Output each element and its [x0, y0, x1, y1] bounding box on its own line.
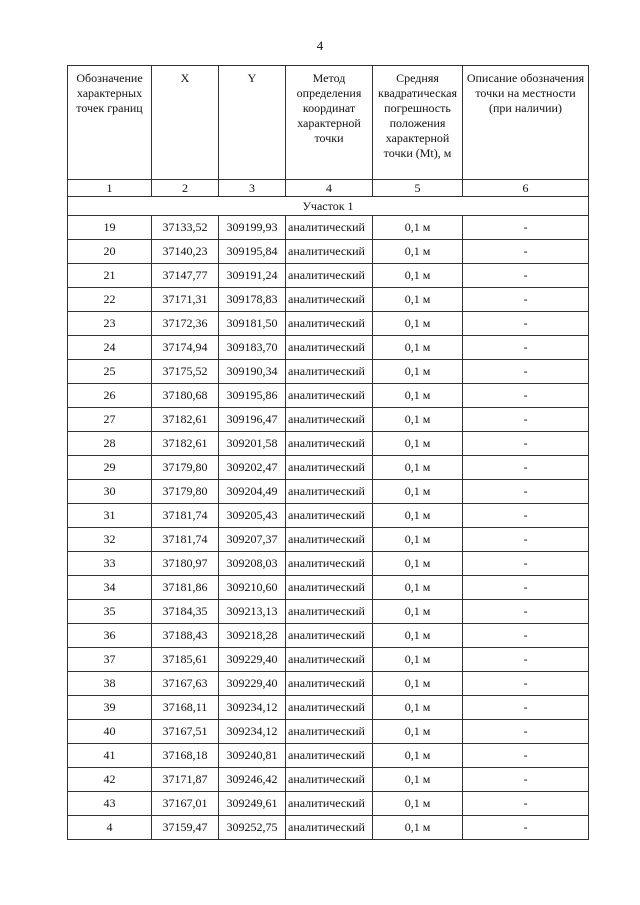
y-cell: 309210,60 — [219, 576, 286, 600]
x-cell: 37171,31 — [152, 288, 219, 312]
x-cell: 37188,43 — [152, 624, 219, 648]
y-cell: 309234,12 — [219, 696, 286, 720]
y-cell: 309191,24 — [219, 264, 286, 288]
description-cell: - — [463, 336, 589, 360]
point-id-cell: 32 — [68, 528, 152, 552]
point-id-cell: 40 — [68, 720, 152, 744]
description-cell: - — [463, 216, 589, 240]
description-cell: - — [463, 768, 589, 792]
description-cell: - — [463, 360, 589, 384]
table-row — [68, 456, 589, 480]
description-cell: - — [463, 288, 589, 312]
y-cell: 309196,47 — [219, 408, 286, 432]
accuracy-cell: 0,1 м — [373, 456, 463, 480]
point-id-cell: 36 — [68, 624, 152, 648]
accuracy-cell: 0,1 м — [373, 384, 463, 408]
x-cell: 37180,97 — [152, 552, 219, 576]
table-row — [68, 720, 589, 744]
table-row — [68, 816, 589, 840]
x-cell: 37175,52 — [152, 360, 219, 384]
method-cell: аналитический — [286, 624, 373, 648]
accuracy-cell: 0,1 м — [373, 288, 463, 312]
column-number: 3 — [219, 180, 286, 197]
y-cell: 309202,47 — [219, 456, 286, 480]
point-id-cell: 28 — [68, 432, 152, 456]
table-row — [68, 600, 589, 624]
x-cell: 37179,80 — [152, 480, 219, 504]
x-cell: 37171,87 — [152, 768, 219, 792]
method-cell: аналитический — [286, 408, 373, 432]
table-row — [68, 528, 589, 552]
header-row — [68, 66, 589, 180]
method-cell: аналитический — [286, 384, 373, 408]
table-row — [68, 480, 589, 504]
description-cell: - — [463, 528, 589, 552]
y-cell: 309234,12 — [219, 720, 286, 744]
method-cell: аналитический — [286, 264, 373, 288]
point-id-cell: 43 — [68, 792, 152, 816]
accuracy-cell: 0,1 м — [373, 576, 463, 600]
point-id-cell: 21 — [68, 264, 152, 288]
x-cell: 37181,74 — [152, 504, 219, 528]
header-method: Метод определения координат характерной точки — [286, 66, 373, 180]
accuracy-cell: 0,1 м — [373, 528, 463, 552]
x-cell: 37168,18 — [152, 744, 219, 768]
table-row — [68, 648, 589, 672]
x-cell: 37140,23 — [152, 240, 219, 264]
method-cell: аналитический — [286, 240, 373, 264]
header-point-designation: Обозначение характерных точек границ — [68, 66, 152, 180]
accuracy-cell: 0,1 м — [373, 312, 463, 336]
point-id-cell: 19 — [68, 216, 152, 240]
method-cell: аналитический — [286, 336, 373, 360]
description-cell: - — [463, 792, 589, 816]
point-id-cell: 27 — [68, 408, 152, 432]
x-cell: 37181,74 — [152, 528, 219, 552]
y-cell: 309204,49 — [219, 480, 286, 504]
table-row — [68, 384, 589, 408]
y-cell: 309240,81 — [219, 744, 286, 768]
point-id-cell: 4 — [68, 816, 152, 840]
y-cell: 309181,50 — [219, 312, 286, 336]
x-cell: 37184,35 — [152, 600, 219, 624]
method-cell: аналитический — [286, 432, 373, 456]
table-row — [68, 552, 589, 576]
table-row — [68, 792, 589, 816]
table-row — [68, 672, 589, 696]
point-id-cell: 23 — [68, 312, 152, 336]
point-id-cell: 24 — [68, 336, 152, 360]
accuracy-cell: 0,1 м — [373, 600, 463, 624]
x-cell: 37133,52 — [152, 216, 219, 240]
column-number: 4 — [286, 180, 373, 197]
accuracy-cell: 0,1 м — [373, 768, 463, 792]
y-cell: 309229,40 — [219, 672, 286, 696]
method-cell: аналитический — [286, 552, 373, 576]
page-number: 4 — [316, 38, 324, 53]
x-cell: 37167,63 — [152, 672, 219, 696]
x-cell: 37147,77 — [152, 264, 219, 288]
table-row — [68, 624, 589, 648]
method-cell: аналитический — [286, 504, 373, 528]
method-cell: аналитический — [286, 360, 373, 384]
description-cell: - — [463, 816, 589, 840]
description-cell: - — [463, 432, 589, 456]
x-cell: 37181,86 — [152, 576, 219, 600]
y-cell: 309213,13 — [219, 600, 286, 624]
table-row — [68, 216, 589, 240]
boundary-points-table — [67, 65, 589, 840]
method-cell: аналитический — [286, 720, 373, 744]
column-number: 6 — [463, 180, 589, 197]
accuracy-cell: 0,1 м — [373, 504, 463, 528]
y-cell: 309208,03 — [219, 552, 286, 576]
accuracy-cell: 0,1 м — [373, 672, 463, 696]
description-cell: - — [463, 480, 589, 504]
x-cell: 37172,36 — [152, 312, 219, 336]
accuracy-cell: 0,1 м — [373, 360, 463, 384]
method-cell: аналитический — [286, 216, 373, 240]
table-row — [68, 360, 589, 384]
point-id-cell: 20 — [68, 240, 152, 264]
description-cell: - — [463, 264, 589, 288]
y-cell: 309205,43 — [219, 504, 286, 528]
table-row — [68, 336, 589, 360]
method-cell: аналитический — [286, 672, 373, 696]
y-cell: 309178,83 — [219, 288, 286, 312]
accuracy-cell: 0,1 м — [373, 240, 463, 264]
description-cell: - — [463, 576, 589, 600]
y-cell: 309183,70 — [219, 336, 286, 360]
description-cell: - — [463, 696, 589, 720]
method-cell: аналитический — [286, 480, 373, 504]
description-cell: - — [463, 720, 589, 744]
description-cell: - — [463, 672, 589, 696]
table-row — [68, 696, 589, 720]
accuracy-cell: 0,1 м — [373, 624, 463, 648]
accuracy-cell: 0,1 м — [373, 432, 463, 456]
accuracy-cell: 0,1 м — [373, 744, 463, 768]
description-cell: - — [463, 312, 589, 336]
method-cell: аналитический — [286, 696, 373, 720]
description-cell: - — [463, 600, 589, 624]
table-row — [68, 312, 589, 336]
table-row — [68, 432, 589, 456]
point-id-cell: 26 — [68, 384, 152, 408]
x-cell: 37167,51 — [152, 720, 219, 744]
description-cell: - — [463, 504, 589, 528]
method-cell: аналитический — [286, 648, 373, 672]
y-cell: 309218,28 — [219, 624, 286, 648]
x-cell: 37182,61 — [152, 408, 219, 432]
description-cell: - — [463, 408, 589, 432]
y-cell: 309252,75 — [219, 816, 286, 840]
table-row — [68, 768, 589, 792]
point-id-cell: 25 — [68, 360, 152, 384]
description-cell: - — [463, 744, 589, 768]
method-cell: аналитический — [286, 792, 373, 816]
accuracy-cell: 0,1 м — [373, 408, 463, 432]
table-row — [68, 264, 589, 288]
point-id-cell: 33 — [68, 552, 152, 576]
method-cell: аналитический — [286, 576, 373, 600]
point-id-cell: 35 — [68, 600, 152, 624]
x-cell: 37179,80 — [152, 456, 219, 480]
point-id-cell: 29 — [68, 456, 152, 480]
table-row — [68, 408, 589, 432]
column-number-row — [68, 180, 589, 197]
section-title: Участок 1 — [68, 197, 589, 216]
description-cell: - — [463, 384, 589, 408]
accuracy-cell: 0,1 м — [373, 816, 463, 840]
point-id-cell: 38 — [68, 672, 152, 696]
method-cell: аналитический — [286, 456, 373, 480]
column-number: 1 — [68, 180, 152, 197]
method-cell: аналитический — [286, 768, 373, 792]
x-cell: 37168,11 — [152, 696, 219, 720]
accuracy-cell: 0,1 м — [373, 720, 463, 744]
table-row — [68, 288, 589, 312]
x-cell: 37174,94 — [152, 336, 219, 360]
description-cell: - — [463, 624, 589, 648]
table-row — [68, 744, 589, 768]
table-row — [68, 504, 589, 528]
section-row — [68, 197, 589, 216]
accuracy-cell: 0,1 м — [373, 696, 463, 720]
method-cell: аналитический — [286, 600, 373, 624]
description-cell: - — [463, 456, 589, 480]
y-cell: 309229,40 — [219, 648, 286, 672]
point-id-cell: 42 — [68, 768, 152, 792]
point-id-cell: 37 — [68, 648, 152, 672]
point-id-cell: 41 — [68, 744, 152, 768]
x-cell: 37185,61 — [152, 648, 219, 672]
point-id-cell: 30 — [68, 480, 152, 504]
point-id-cell: 31 — [68, 504, 152, 528]
description-cell: - — [463, 552, 589, 576]
accuracy-cell: 0,1 м — [373, 264, 463, 288]
accuracy-cell: 0,1 м — [373, 792, 463, 816]
accuracy-cell: 0,1 м — [373, 480, 463, 504]
column-number: 2 — [152, 180, 219, 197]
method-cell: аналитический — [286, 816, 373, 840]
header-accuracy: Средняя квадратическая погрешность положения характерной точки (Mt), м — [373, 66, 463, 180]
y-cell: 309246,42 — [219, 768, 286, 792]
point-id-cell: 22 — [68, 288, 152, 312]
table-body — [68, 216, 589, 840]
y-cell: 309249,61 — [219, 792, 286, 816]
header-description: Описание обозначения точки на местности (при наличии) — [463, 66, 589, 180]
accuracy-cell: 0,1 м — [373, 648, 463, 672]
method-cell: аналитический — [286, 312, 373, 336]
accuracy-cell: 0,1 м — [373, 216, 463, 240]
method-cell: аналитический — [286, 528, 373, 552]
header-y: Y — [219, 66, 286, 180]
accuracy-cell: 0,1 м — [373, 336, 463, 360]
y-cell: 309195,84 — [219, 240, 286, 264]
x-cell: 37167,01 — [152, 792, 219, 816]
y-cell: 309207,37 — [219, 528, 286, 552]
description-cell: - — [463, 648, 589, 672]
x-cell: 37159,47 — [152, 816, 219, 840]
y-cell: 309195,86 — [219, 384, 286, 408]
x-cell: 37182,61 — [152, 432, 219, 456]
point-id-cell: 39 — [68, 696, 152, 720]
table-row — [68, 240, 589, 264]
header-x: X — [152, 66, 219, 180]
table-row — [68, 576, 589, 600]
method-cell: аналитический — [286, 744, 373, 768]
y-cell: 309201,58 — [219, 432, 286, 456]
point-id-cell: 34 — [68, 576, 152, 600]
y-cell: 309199,93 — [219, 216, 286, 240]
accuracy-cell: 0,1 м — [373, 552, 463, 576]
y-cell: 309190,34 — [219, 360, 286, 384]
x-cell: 37180,68 — [152, 384, 219, 408]
method-cell: аналитический — [286, 288, 373, 312]
description-cell: - — [463, 240, 589, 264]
column-number: 5 — [373, 180, 463, 197]
